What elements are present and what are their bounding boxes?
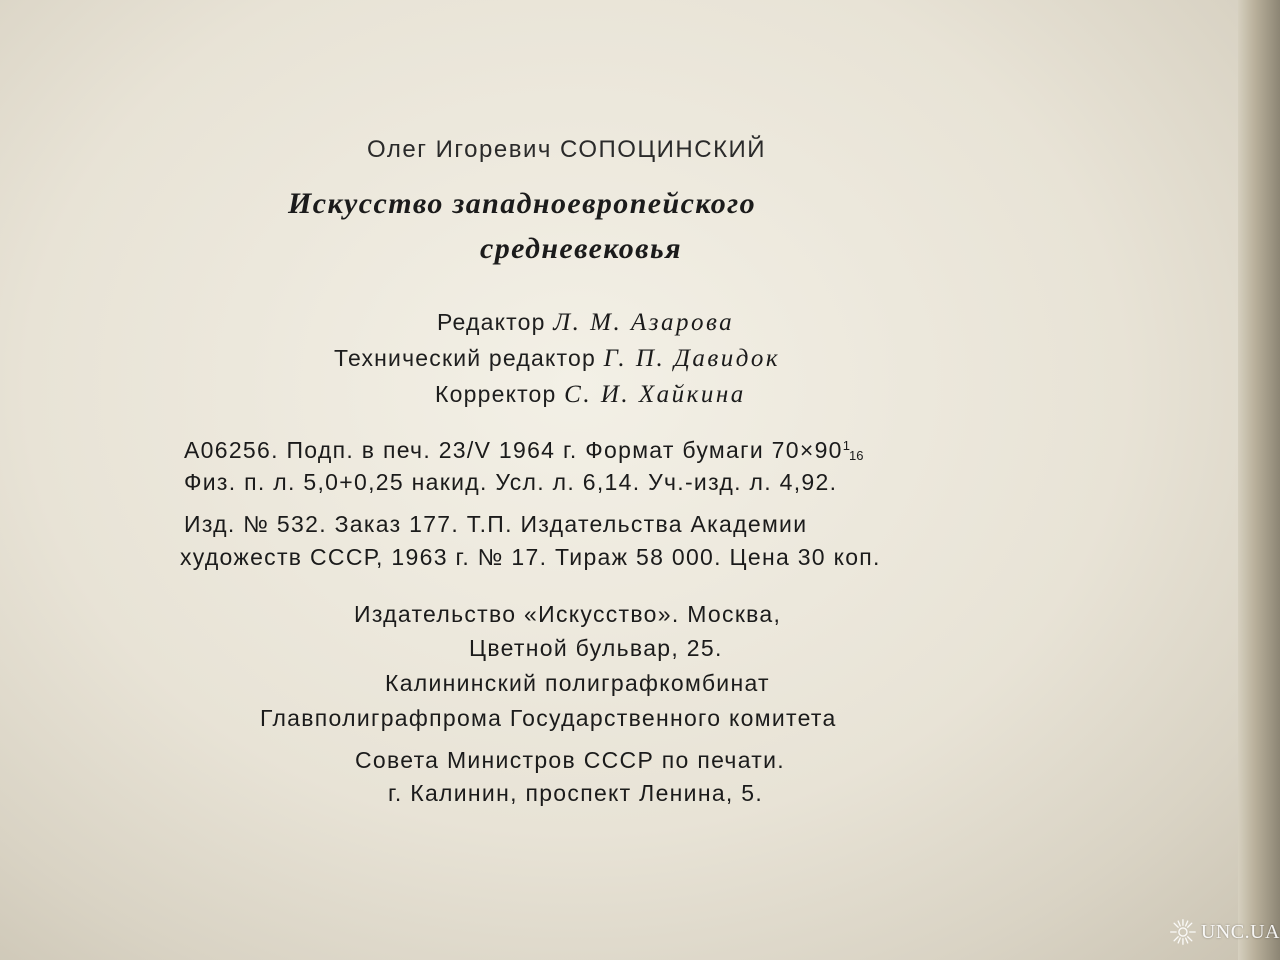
credit-editor: [437, 309, 734, 337]
credit-person: С. И. Хайкина: [564, 381, 746, 408]
imprint-format-superscript: 1: [842, 438, 850, 453]
credit-role: Редактор: [437, 309, 546, 335]
publisher-line-2: Цветной бульвар, 25.: [469, 635, 723, 661]
credit-role: Технический редактор: [334, 345, 596, 371]
watermark-text: UNC.UA: [1200, 920, 1280, 943]
credit-role: Корректор: [435, 381, 557, 407]
imprint-line-4: художеств СССР, 1963 г. № 17. Тираж 58 000. Цена 30 коп.: [180, 544, 881, 570]
credit-technical-editor: [334, 345, 780, 373]
imprint-line-1-main: А06256. Подп. в печ. 23/V 1964 г. Формат бумаги 70×90: [184, 437, 843, 463]
author-name: Олег Игоревич СОПОЦИНСКИЙ: [367, 136, 767, 163]
book-title-line-2: средневековья: [480, 232, 682, 265]
page-edge-shadow: [1238, 0, 1280, 960]
publisher-line-3: Калининский полиграфкомбинат: [385, 670, 770, 696]
credit-person: Л. М. Азарова: [553, 309, 735, 336]
credit-person: Г. П. Давидок: [603, 345, 781, 372]
credit-proofreader: [435, 381, 746, 409]
publisher-line-6: г. Калинин, проспект Ленина, 5.: [388, 780, 764, 806]
imprint-line-1: [184, 437, 864, 464]
publisher-line-4: Главполиграфпрома Государственного комитета: [260, 705, 837, 731]
imprint-line-3: Изд. № 532. Заказ 177. Т.П. Издательства Академии: [184, 511, 808, 537]
sunburst-logo-icon: [1168, 910, 1198, 954]
imprint-format-subscript: 16: [849, 448, 864, 463]
watermark: [1168, 904, 1280, 960]
book-title-line-1: Искусство западноевропейского: [288, 187, 757, 220]
publisher-line-5: Совета Министров СССР по печати.: [355, 747, 785, 773]
publisher-line-1: Издательство «Искусство». Москва,: [354, 601, 782, 627]
imprint-line-2: Физ. п. л. 5,0+0,25 накид. Усл. л. 6,14. Уч.-изд. л. 4,92.: [184, 469, 838, 495]
